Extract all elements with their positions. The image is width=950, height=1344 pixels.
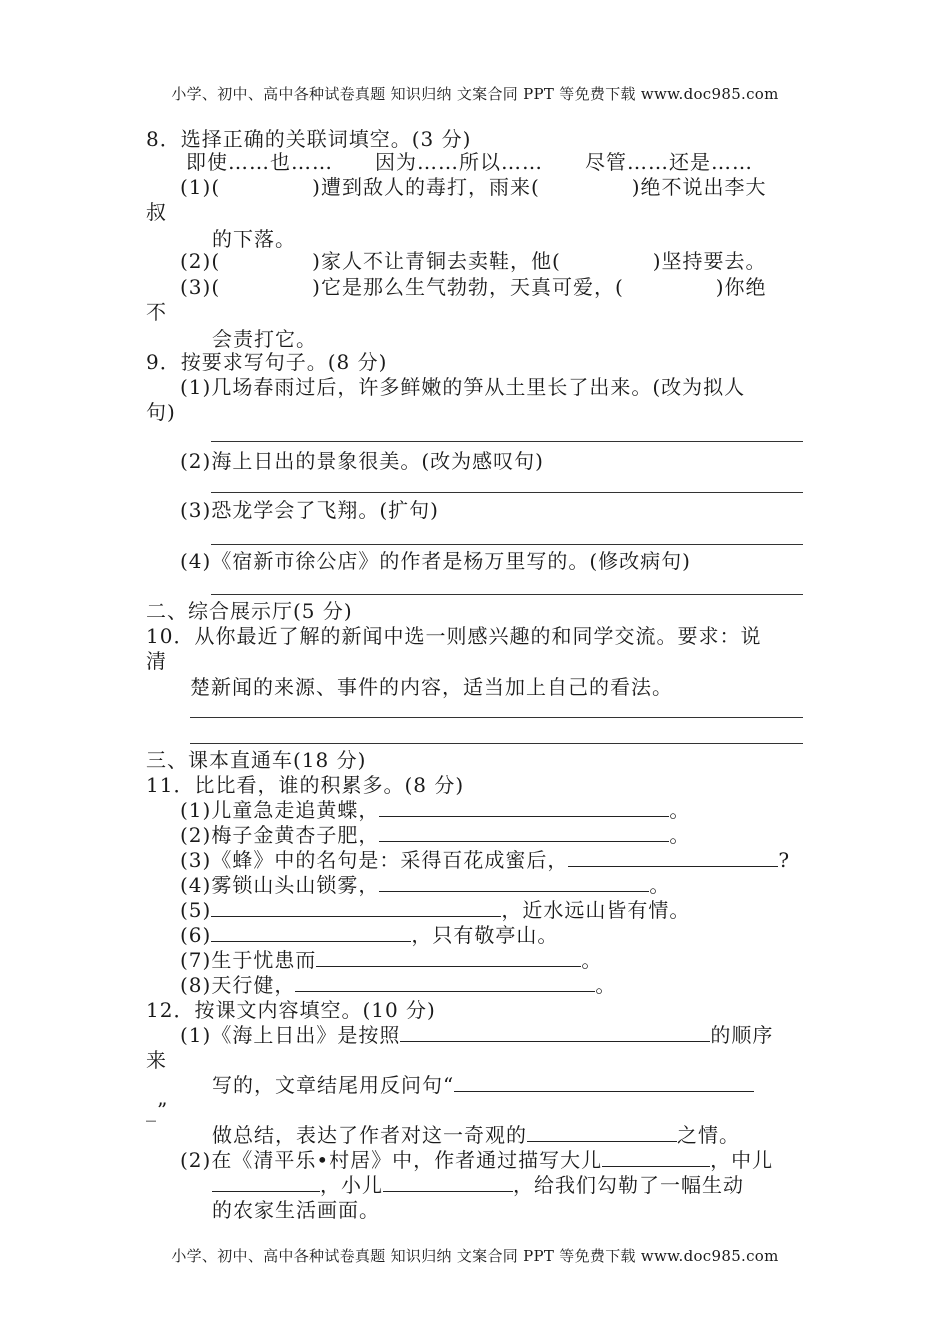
q8-title: 8．选择正确的关联词填空。(3 分) bbox=[146, 127, 472, 151]
answer-line[interactable] bbox=[190, 743, 803, 744]
fill-blank[interactable] bbox=[568, 848, 778, 867]
q11-item-6: (6) ，只有敬亭山。 bbox=[180, 923, 559, 947]
q12-item-1-wrap: 来 bbox=[146, 1048, 167, 1072]
q12-item-1-line3: 做总结，表达了作者对这一奇观的 之情。 bbox=[212, 1123, 740, 1147]
q9-item-1: (1)几场春雨过后，许多鲜嫩的笋从土里长了出来。(改为拟人 bbox=[180, 375, 746, 399]
fill-blank[interactable] bbox=[602, 1148, 710, 1167]
section-3-title: 三、课本直通车(18 分) bbox=[146, 748, 367, 772]
fill-blank[interactable] bbox=[211, 923, 411, 942]
answer-line[interactable] bbox=[211, 492, 803, 493]
q10-text-cont: 楚新闻的来源、事件的内容，适当加上自己的看法。 bbox=[190, 675, 673, 699]
q8-item-3: (3)( )它是那么生气勃勃，天真可爱，( )你绝 bbox=[180, 275, 767, 299]
fill-blank[interactable] bbox=[379, 873, 649, 892]
q12-item-1-wrap2: _” bbox=[146, 1098, 169, 1122]
q12-item-2: (2)在《清平乐•村居》中，作者通过描写大儿 ，中儿 bbox=[180, 1148, 774, 1172]
q9-item-4: (4)《宿新市徐公店》的作者是杨万里写的。(修改病句) bbox=[180, 549, 691, 573]
q8-options: 即使……也…… 因为……所以…… 尽管……还是…… bbox=[186, 150, 753, 174]
answer-line[interactable] bbox=[190, 717, 803, 718]
q9-item-3: (3)恐龙学会了飞翔。(扩句) bbox=[180, 498, 439, 522]
q8-item-1-wrap: 叔 bbox=[146, 200, 167, 224]
q12-item-2-line2: ，小儿 ，给我们勾勒了一幅生动 bbox=[212, 1172, 744, 1198]
q11-item-5: (5) ，近水远山皆有情。 bbox=[180, 898, 691, 922]
fill-blank[interactable] bbox=[316, 948, 581, 967]
section-2-title: 二、综合展示厅(5 分) bbox=[146, 599, 353, 623]
q12-item-2-line3: 的农家生活画面。 bbox=[212, 1198, 380, 1222]
q11-item-8: (8)天行健， 。 bbox=[180, 973, 617, 997]
answer-line[interactable] bbox=[211, 544, 803, 545]
fill-blank[interactable] bbox=[379, 823, 669, 842]
q11-item-1: (1)儿童急走追黄蝶， 。 bbox=[180, 798, 691, 822]
q11-item-3: (3)《蜂》中的名句是：采得百花成蜜后， ? bbox=[180, 848, 791, 872]
q8-item-2: (2)( )家人不让青铜去卖鞋，他( )坚持要去。 bbox=[180, 249, 767, 273]
answer-line[interactable] bbox=[211, 441, 803, 442]
q12-title: 12．按课文内容填空。(10 分) bbox=[146, 998, 436, 1022]
fill-blank[interactable] bbox=[379, 798, 669, 817]
fill-blank[interactable] bbox=[211, 898, 501, 917]
q11-item-2: (2)梅子金黄杏子肥， 。 bbox=[180, 823, 691, 847]
q8-item-1-cont: 的下落。 bbox=[212, 227, 296, 251]
fill-blank[interactable] bbox=[454, 1073, 754, 1092]
fill-blank[interactable] bbox=[383, 1173, 513, 1192]
q9-item-2: (2)海上日出的景象很美。(改为感叹句) bbox=[180, 449, 544, 473]
fill-blank[interactable] bbox=[527, 1123, 677, 1142]
fill-blank[interactable] bbox=[295, 973, 595, 992]
fill-blank[interactable] bbox=[212, 1173, 320, 1192]
q9-item-1-wrap: 句) bbox=[146, 400, 176, 424]
q8-item-1: (1)( )遭到敌人的毒打，雨来( )绝不说出李大 bbox=[180, 175, 767, 199]
q8-item-3-wrap: 不 bbox=[146, 300, 167, 324]
q12-item-1-line2: 写的，文章结尾用反问句“ bbox=[212, 1072, 754, 1098]
page-header: 小学、初中、高中各种试卷真题 知识归纳 文案合同 PPT 等免费下载 www.doc985.com bbox=[171, 85, 779, 103]
q12-item-1: (1)《海上日出》是按照 的顺序 bbox=[180, 1023, 774, 1047]
q10-text-wrap: 清 bbox=[146, 649, 167, 673]
q11-item-7: (7)生于忧患而 。 bbox=[180, 948, 603, 972]
q11-title: 11．比比看，谁的积累多。(8 分) bbox=[146, 773, 465, 797]
q8-item-3-cont: 会责打它。 bbox=[212, 327, 317, 351]
fill-blank[interactable] bbox=[400, 1023, 710, 1042]
q9-title: 9．按要求写句子。(8 分) bbox=[146, 350, 388, 374]
q11-item-4: (4)雾锁山头山锁雾， 。 bbox=[180, 873, 671, 897]
answer-line[interactable] bbox=[211, 594, 803, 595]
page-footer: 小学、初中、高中各种试卷真题 知识归纳 文案合同 PPT 等免费下载 www.doc985.com bbox=[171, 1247, 779, 1265]
q10-text: 10．从你最近了解的新闻中选一则感兴趣的和同学交流。要求：说 bbox=[146, 624, 762, 648]
